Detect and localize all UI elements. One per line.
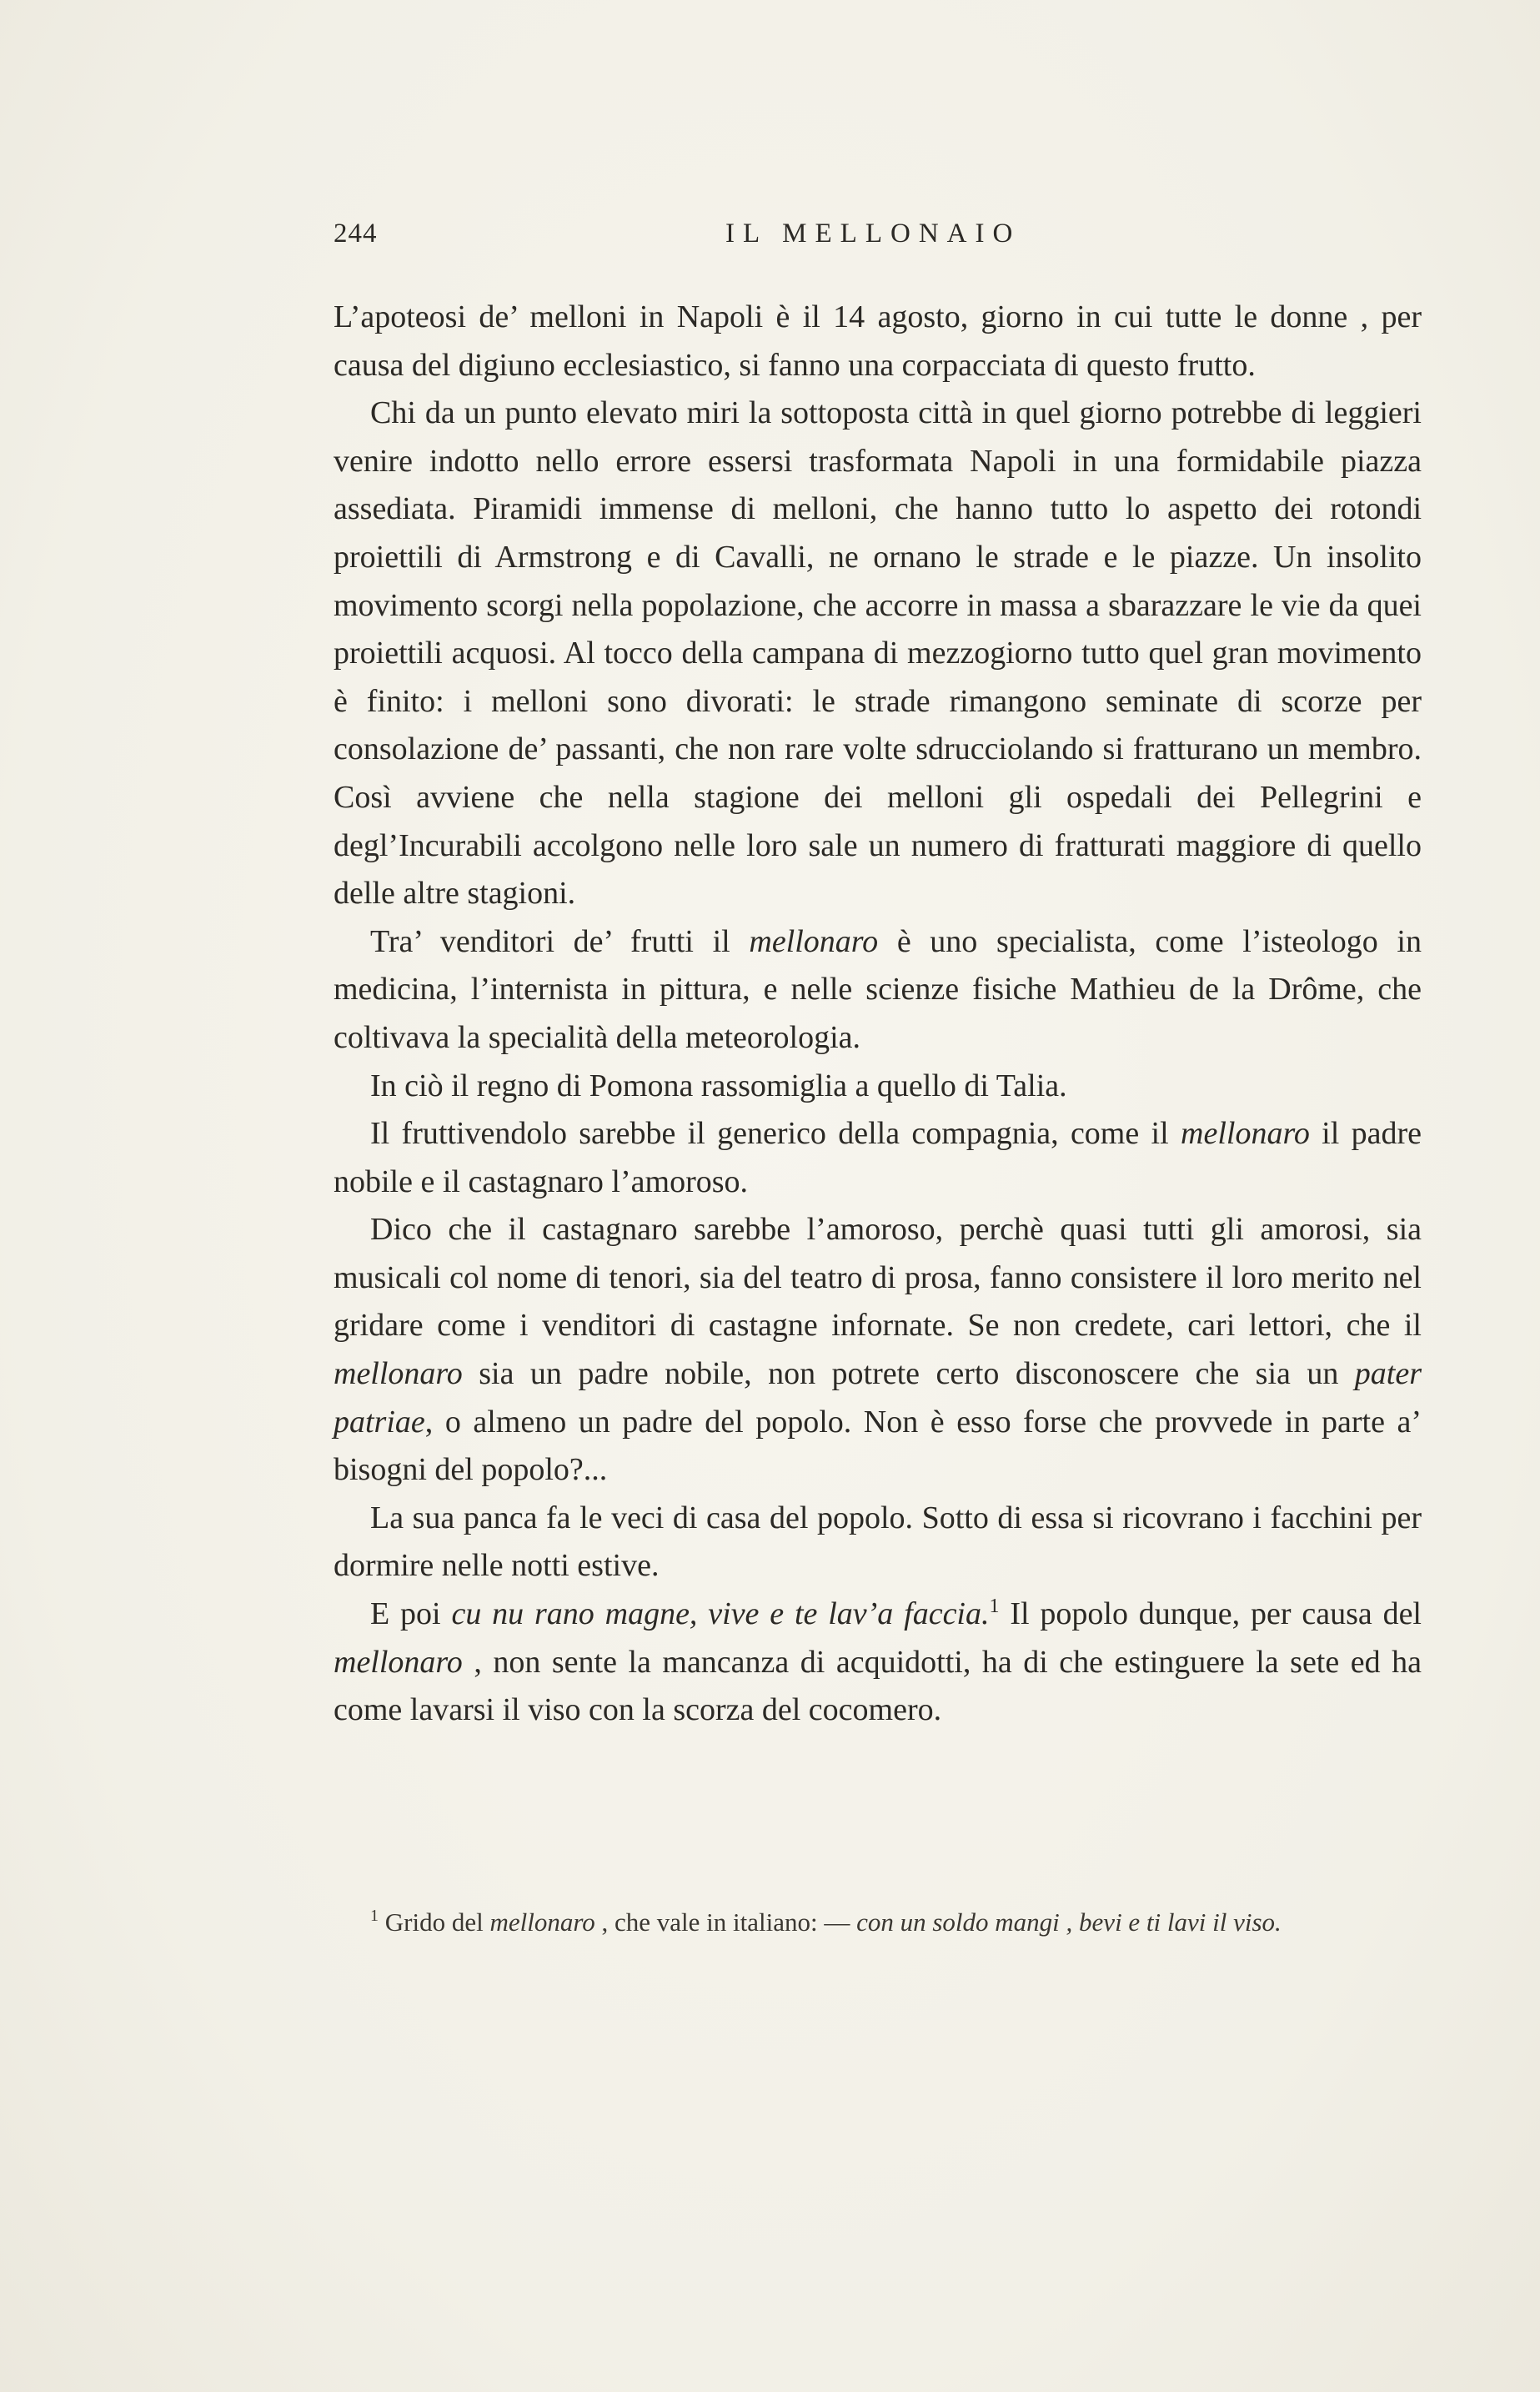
italic-term: mellonaro (334, 1356, 463, 1392)
text-segment: Il fruttivendolo sarebbe il generico della compagnia, come il (370, 1116, 1181, 1152)
text-segment: il padre nobile e il castagnaro l’amoroso. (334, 1116, 1422, 1199)
page-number: 244 (334, 219, 378, 249)
paragraph-fruttivendolo (334, 1110, 1422, 1206)
text-segment: sia un padre nobile, non potrete certo disconoscere che sia un (462, 1356, 1355, 1392)
body-text (334, 294, 1422, 1735)
text-segment: Il popolo dunque, per causa del (999, 1596, 1422, 1632)
italic-term: mellonaro (334, 1644, 463, 1680)
text-segment: E poi (370, 1596, 452, 1632)
paragraph-castagnaro (334, 1206, 1422, 1495)
paragraph-venditori (334, 918, 1422, 1063)
running-title: IL MELLONAIO (725, 219, 1021, 249)
italic-translation: con un soldo mangi , bevi e ti lavi il viso. (856, 1907, 1282, 1937)
text-segment: , che vale in italiano: — (594, 1907, 857, 1937)
paragraph-apoteosi: L’apoteosi de’ melloni in Napoli è il 14 agosto, giorno in cui tutte le donne , per causa del digiuno ecclesiastico, si fanno una corpacciata di questo frutto. (334, 299, 1422, 383)
text-segment: Grido del (379, 1907, 490, 1937)
text-segment: è uno specialista, come l’isteologo in medicina, l’internista in pittura, e nelle scienze fisiche Mathieu de la Drôme, che coltivava la specialità della meteorologia. (334, 923, 1422, 1055)
paragraph-punto-elevato: Chi da un punto elevato miri la sottoposta città in quel giorno potrebbe di leggieri venire indotto nello errore essersi trasformata Napoli in una formidabile piazza assediata. Piramidi immense di melloni, che hanno tutto lo aspetto dei rotondi proiettili di Armstrong e di Cavalli, ne ornano le strade e le piazze. Un insolito movimento scorgi nella popolazione, che accorre in massa a sbarazzare le vie da quei proiettili acquosi. Al tocco della campana di mezzogiorno tutto quel gran movimento è finito: i melloni sono divorati: le strade rimangono seminate di scorze per consolazione de’ passanti, che non rare volte sdrucciolando si fratturano un membro. Così avviene che nella stagione dei melloni gli ospedali dei Pellegrini e degl’Incurabili accolgono nelle loro sale un numero di fratturati maggiore di quello delle altre stagioni. (334, 395, 1422, 912)
paragraph-popolo-dunque (334, 1590, 1422, 1735)
text-segment: , o almeno un padre del popolo. Non è esso forse che provvede in parte a’ bisogni del popolo?... (334, 1404, 1422, 1488)
footnote-marker: 1 (370, 1907, 379, 1925)
footnote (334, 1904, 1422, 1941)
paragraph-panca: La sua panca fa le veci di casa del popolo. Sotto di essa si ricovrano i facchini per dormire nelle notti estive. (334, 1500, 1422, 1584)
italic-quote: cu nu rano magne, vive e te lav’a faccia. (451, 1596, 990, 1632)
italic-term: mellonaro (749, 923, 879, 959)
italic-term: pater patriae (334, 1356, 1422, 1440)
page-header (334, 219, 1422, 260)
text-segment: Dico che il castagnaro sarebbe l’amoroso, perchè quasi tutti gli amorosi, sia musicali col nome di tenori, sia del teatro di prosa, fanno consistere il loro merito nel gridare come i venditori di castagne infornate. Se non credete, cari lettori, che il (334, 1212, 1422, 1344)
text-segment: , non sente la mancanza di acquidotti, ha di che estinguere la sete ed ha come lavarsi il viso con la scorza del cocomero. (334, 1644, 1422, 1728)
italic-term: mellonaro (489, 1907, 595, 1937)
footnote-reference[interactable]: 1 (989, 1596, 1000, 1618)
text-segment: Tra’ venditori de’ frutti il (370, 923, 750, 959)
paragraph-pomona: In ciò il regno di Pomona rassomiglia a quello di Talia. (370, 1068, 1067, 1103)
italic-term: mellonaro (1181, 1116, 1310, 1152)
